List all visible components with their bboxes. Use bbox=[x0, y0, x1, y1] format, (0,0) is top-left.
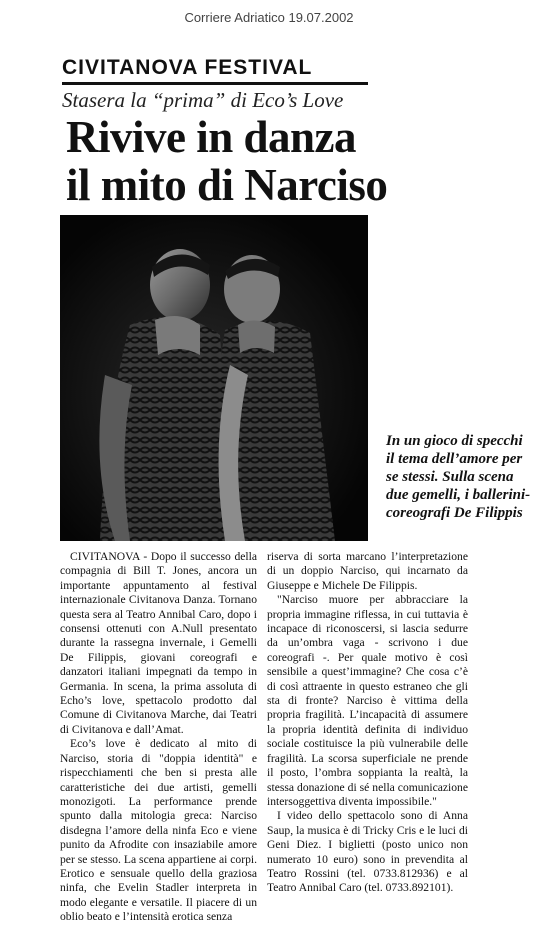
section-kicker: CIVITANOVA FESTIVAL bbox=[62, 56, 313, 79]
source-line: Corriere Adriatico 19.07.2002 bbox=[184, 10, 354, 25]
article-column-right bbox=[267, 550, 468, 896]
headline-line-1: Rivive in danza bbox=[66, 112, 357, 162]
paragraph: CIVITANOVA - Dopo il successo della compagnia di Bill T. Jones, ancora un importante appuntamento al festival internazionale Civitanova Danza. Tornano questa sera al Teatro Annibal Caro, dopo i consensi ottenuti con A.Null presentato durante la rassegna invernale, i Gemelli De Filippis, giovani coreografi e danzatori italiani impegnati da tempo in Germania. In scena, la prima assoluta di Echo’s love, spettacolo prodotto dal Comune di Civitanova Marche, dai Teatri di Civitanova e dall’Amat. bbox=[60, 550, 257, 736]
headline bbox=[66, 113, 387, 209]
article-photo bbox=[60, 215, 368, 541]
photo-caption: In un gioco di specchi il tema dell’amore per se stessi. Sulla scena due gemelli, i ballerini-coreografi De Filippis bbox=[386, 433, 531, 521]
paragraph: riserva di sorta marcano l’interpretazione di un doppio Narciso, qui incarnato da Giuseppe e Michele De Filippis. bbox=[267, 550, 468, 592]
paragraph: "Narciso muore per abbracciare la propria immagine riflessa, in cui tuttavia è incapace di riconoscersi, si lascia sedurre da un’ombra vaga - scrivono i due coreografi -. Per quale motivo è così sensibile a quest’immagine? Che cosa c’è di così attraente in questo estraneo che gli sta di fronte? Narciso è vittima della propria fragilità. L’incapacità di assumere la propria identità definita di individuo sociale costituisce la più vulnerabile delle fragilità. La scorsa superficiale ne prende il posto, l’ombra soppianta la realtà, la stessa donazione di sé nella comunicazione intersoggettiva diventa impossibile." bbox=[267, 593, 468, 808]
two-dancers-photo-icon bbox=[60, 215, 368, 541]
subheadline: Stasera la “prima” di Eco’s Love bbox=[62, 88, 344, 112]
article-column-left bbox=[60, 550, 257, 925]
paragraph: Eco’s love è dedicato al mito di Narciso, storia di "doppia identità" e rispecchiamenti che ben si presta alle caratteristiche dei due artisti, gemelli monozigoti. La performance prende spunto dalla mitologia greca: Narciso disdegna l’amore della ninfa Eco e viene punito da Afrodite con insaziabile amore per se stesso. La scena appartiene ai corpi. Erotico e sensuale quello della graziosa ninfa, che Evelin Stadler interpreta in modo elegante e versatile. Il piacere di un oblio beato e l’intensità erotica senza bbox=[60, 737, 257, 924]
paragraph: I video dello spettacolo sono di Anna Saup, la musica è di Tricky Cris e le luci di Geni Diez. I biglietti (posto unico non numerato 10 euro) sono in prevendita al Teatro Rossini (tel. 0733.812936) e al Teatro Annibal Caro (tel. 0733.892101). bbox=[267, 809, 468, 895]
headline-line-2: il mito di Narciso bbox=[66, 160, 388, 210]
kicker-underline bbox=[62, 82, 368, 85]
